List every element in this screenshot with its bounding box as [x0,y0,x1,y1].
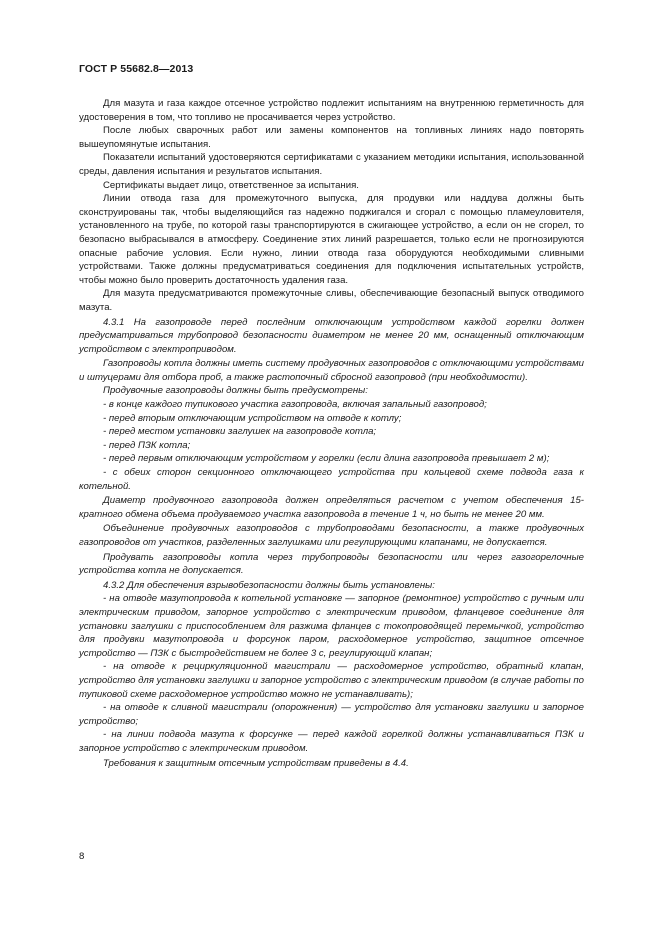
list-item: - в конце каждого тупикового участка газопровода, включая запальный газопровод; [103,399,487,411]
paragraph: Сертификаты выдает лицо, ответственное за испытания. [103,179,359,191]
list-item: - на отводе к сливной магистрали (опорожнения) — устройство для установки заглушки и запорное устройство; [79,702,584,727]
list-item: - перед местом установки заглушек на газопроводе котла; [103,426,377,438]
paragraph: Газопроводы котла должны иметь систему продувочных газопроводов с отключающими устройствами и штуцерами для отбора проб, а также растопочный сбросной газопровод (при необходимости). [79,358,584,383]
list-item: - на отводе мазутопровода к котельной установке — запорное (ремонтное) устройство с ручным или электрическим приводом, запорное устройство с электрическим приводом, фланцевое соединение для установки заглушки с приспособлением для разжима фланцев с токопроводящей перемычкой, устройство для продувки мазутопровода и форсунок паром, расходомерное устройство, защитное отсечное устройство — ПЗК с быстродействием не более 3 с, регулирующий клапан; [79,593,584,659]
paragraph: Продувочные газопроводы должны быть предусмотрены: [103,385,368,397]
paragraph: Линии отвода газа для промежуточного выпуска, для продувки или наддува должны быть сконструированы так, чтобы выделяющийся газ надежно поджигался и сгорал с помощью пламеуловителя, установленного на трубе, по которой газы транспортируются в сжигающее устройство, а если он не сгорел, то безопасно выбрасывался в атмосферу. Соединение этих линий разрешается, только если не прогнозируются опасные рабочие условия. Если нужно, линии отвода газа оборудуются необходимыми сливными устройствами. Также должны предусматриваться соединения для подключения испытательных устройств, чтобы можно было проверить достаточность удаления газа. [79,193,584,286]
paragraph: Показатели испытаний удостоверяются сертификатами с указанием методики испытания, использованной среды, давления испытания и результатов испытания. [79,152,584,177]
list-item: - на отводе к рециркуляционной магистрали — расходомерное устройство, обратный клапан, устройство для установки заглушки и запорное устройство с электрическим приводом (в случае работы по тупиковой схеме расходомерное устройство можно не устанавливать); [79,661,584,700]
paragraph: Для мазута и газа каждое отсечное устройство подлежит испытаниям на внутреннюю герметичность для удостоверения в том, что топливо не просачивается через устройство. [79,98,584,123]
list-item: - перед первым отключающим устройством у горелки (если длина газопровода превышает 2 м); [103,453,550,465]
paragraph: Требования к защитным отсечным устройствам приведены в 4.4. [103,757,409,769]
list-item: - на линии подвода мазута к форсунке — перед каждой горелкой должны устанавливаться ПЗК и запорное устройство с электрическим приводом. [79,729,584,754]
paragraph: После любых сварочных работ или замены компонентов на топливных линиях надо повторять вышеупомянутые испытания. [79,125,584,150]
list-item: - перед вторым отключающим устройством на отводе к котлу; [103,412,402,424]
paragraph: Диаметр продувочного газопровода должен определяться расчетом с учетом обеспечения 15-кратного обмена объема продуваемого участка газопровода в течение 1 ч, но быть не менее 20 мм. [79,495,584,520]
list-item: - с обеих сторон секционного отключающего устройства при кольцевой схеме подвода газа к котельной. [79,467,584,492]
paragraph: Объединение продувочных газопроводов с трубопроводами безопасности, а также продувочных газопроводов от участков, разделенных заглушками или регулирующими клапанами, не допускается. [79,523,584,548]
body-text [79,97,584,770]
document-header: ГОСТ Р 55682.8—2013 [79,63,194,75]
clause-4-3-1: 4.3.1 На газопроводе перед последним отключающим устройством каждой горелки должен предусматриваться трубопровод безопасности диаметром не менее 20 мм, оснащенный отключающим устройством с электроприводом. [79,316,584,355]
clause-4-3-2: 4.3.2 Для обеспечения взрывобезопасности должны быть установлены: [103,579,435,591]
paragraph: Для мазута предусматриваются промежуточные сливы, обеспечивающие безопасный выпуск отводимого мазута. [79,288,584,313]
page-number: 8 [79,851,85,862]
list-item: - перед ПЗК котла; [103,439,191,451]
paragraph: Продувать газопроводы котла через трубопроводы безопасности или через газогорелочные устройства котла не допускается. [79,551,584,577]
